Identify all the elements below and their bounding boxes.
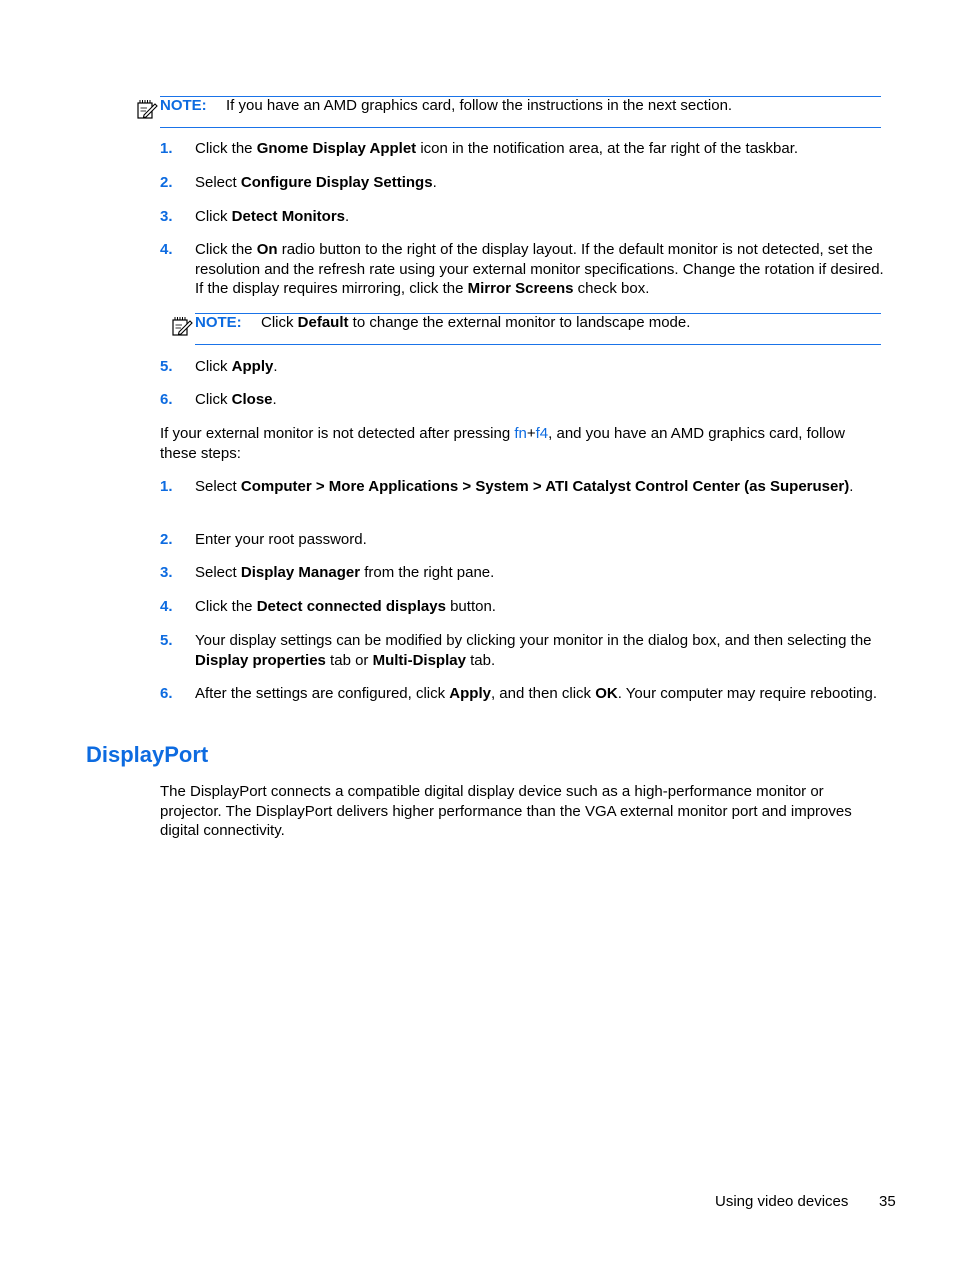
step-number: 2. xyxy=(160,531,173,548)
key-fn: fn xyxy=(514,425,527,442)
page-number: 35 xyxy=(879,1193,896,1210)
step-number: 1. xyxy=(160,478,173,495)
step-text: Enter your root password. xyxy=(195,531,367,548)
plus-sign: + xyxy=(526,425,536,442)
step-number: 6. xyxy=(160,391,173,408)
note-text: If you have an AMD graphics card, follow the instructions in the next section. xyxy=(226,97,733,114)
step-text: Click the Gnome Display Applet icon in the notification area, at the far right of the taskbar. xyxy=(195,140,799,157)
step-number: 5. xyxy=(160,632,173,649)
step-text: Your display settings can be modified by clicking your monitor in the dialog box, and then selecting the Display properties tab or Multi-Display tab. xyxy=(195,632,872,669)
note-label: NOTE: xyxy=(160,97,207,114)
note-label: NOTE: xyxy=(195,314,242,331)
step-text: After the settings are configured, click Apply, and then click OK. Your computer may require rebooting. xyxy=(195,685,878,702)
step-text: Click Detect Monitors. xyxy=(195,208,350,225)
footer-section-title: Using video devices xyxy=(715,1193,849,1210)
step-number: 2. xyxy=(160,174,173,191)
note-text: Click Default to change the external monitor to landscape mode. xyxy=(261,314,691,331)
step-number: 3. xyxy=(160,208,173,225)
step-number: 1. xyxy=(160,140,173,157)
intro-paragraph xyxy=(160,424,880,463)
step-text: Select Computer > More Applications > System > ATI Catalyst Control Center (as Superuser). xyxy=(195,478,854,495)
note-pencil-icon xyxy=(171,315,193,337)
step-number: 3. xyxy=(160,564,173,581)
step-number: 4. xyxy=(160,598,173,615)
step-text: Select Display Manager from the right pane. xyxy=(195,564,495,581)
note-box xyxy=(160,96,881,128)
step-number: 5. xyxy=(160,358,173,375)
section-body: The DisplayPort connects a compatible digital display device such as a high-performance monitor or projector. The DisplayPort delivers higher performance than the VGA external monitor port and improves digital connectivity. xyxy=(160,783,852,839)
step-text: Select Configure Display Settings. xyxy=(195,174,437,191)
note-box xyxy=(195,313,881,345)
step-text: Click Apply. xyxy=(195,358,278,375)
step-text: Click Close. xyxy=(195,391,277,408)
key-f4: f4 xyxy=(535,425,549,442)
step-text: Click the On radio button to the right of the display layout. If the default monitor is not detected, set the resolution and the refresh rate using your external monitor specifications. Change the rotation if desired. If the display requires mirroring, click the Mirror Screens check box. xyxy=(195,241,884,297)
para-text: If your external monitor is not detected after pressing xyxy=(160,425,515,442)
step-number: 6. xyxy=(160,685,173,702)
note-pencil-icon xyxy=(136,98,158,120)
step-number: 4. xyxy=(160,241,173,258)
para-text: , and you have an AMD graphics card, follow these steps: xyxy=(160,425,845,462)
section-heading: DisplayPort xyxy=(86,742,209,767)
step-text: Click the Detect connected displays button. xyxy=(195,598,496,615)
